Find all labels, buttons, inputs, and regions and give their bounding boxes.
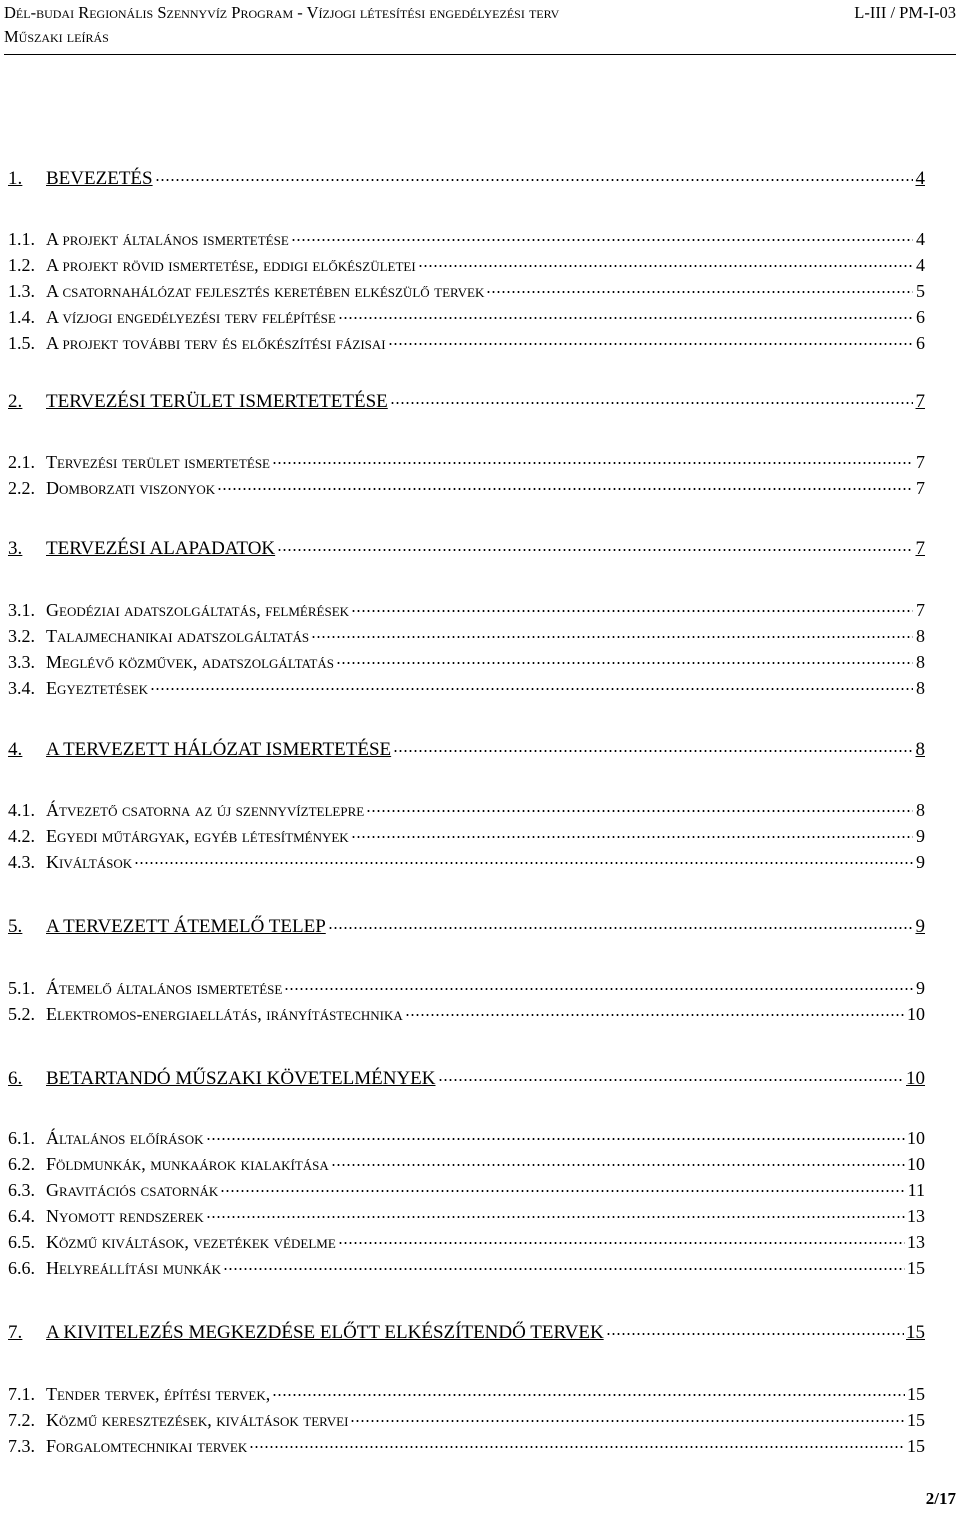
toc-leader-dots [388,327,913,349]
toc-entry[interactable] [8,446,925,473]
toc-leader-dots [350,1404,905,1426]
toc-entry-number: 4.3. [8,852,35,872]
toc-entry[interactable] [8,998,925,1025]
header-project-title: Dél-budai Regionális Szennyvíz Program - Vízjogi létesítési engedélyezési terv [4,3,560,22]
toc-entry-number: 1. [8,168,23,189]
toc-entry[interactable] [8,972,925,999]
toc-leader-dots [606,1316,904,1338]
header-document-code: L-III / PM-I-03 [854,3,956,22]
toc-leader-dots [336,646,913,668]
toc-entry[interactable] [8,1404,925,1431]
toc-leader-dots [217,472,913,494]
toc-entry-number: 7.1. [8,1384,35,1404]
toc-entry-number: 7.3. [8,1436,35,1456]
toc-entry-title: Forgalomtechnikai tervek [46,1436,248,1456]
toc-entry-number: 6.3. [8,1180,35,1200]
toc-entry-title: A projekt rövid ismertetése, eddigi előkészületei [46,255,416,275]
toc-leader-dots [486,275,913,297]
toc-entry-page: 10 [907,1154,925,1174]
toc-entry-number: 5. [8,916,23,937]
toc-leader-dots [155,162,913,184]
toc-entry-page: 9 [916,852,925,872]
page-number: 2/17 [925,1489,956,1508]
toc-entry-title: Talajmechanikai adatszolgáltatás [46,626,310,646]
toc-entry-title: Közmű keresztezések, kiváltások tervei [46,1410,349,1430]
toc-leader-dots [331,1148,905,1170]
toc-entry[interactable] [8,794,925,821]
toc-entry-page: 8 [916,652,925,672]
toc-entry-title: Átvezető csatorna az új szennyvíztelepre [46,800,365,820]
toc-entry-number: 6.5. [8,1232,35,1252]
toc-leader-dots [272,1378,905,1400]
toc-entry-page: 13 [907,1206,925,1226]
toc-entry-title: A projekt további terv és előkészítési fázisai [46,333,386,353]
toc-entry[interactable] [8,1378,925,1405]
toc-entry-number: 5.2. [8,1004,35,1024]
toc-entry-page: 10 [907,1004,925,1024]
toc-leader-dots [390,385,913,407]
toc-leader-dots [134,846,913,868]
toc-entry-number: 1.2. [8,255,35,275]
toc-entry[interactable] [8,327,925,354]
toc-entry-title: Közmű kiváltások, vezetékek védelme [46,1232,336,1252]
toc-entry-number: 3.4. [8,678,35,698]
toc-entry[interactable] [8,162,925,190]
toc-entry-title: A TERVEZETT ÁTEMELŐ TELEP [46,916,326,937]
toc-entry-page: 8 [916,678,925,698]
toc-entry[interactable] [8,275,925,302]
toc-leader-dots [291,223,913,245]
toc-entry-number: 6.6. [8,1258,35,1278]
toc-entry-number: 1.5. [8,333,35,353]
toc-leader-dots [328,910,913,932]
toc-entry-title: A csatornahálózat fejlesztés keretében elkészülő tervek [46,281,485,301]
toc-entry-page: 6 [916,333,925,353]
toc-entry-title: Tender tervek, építési tervek, [46,1384,271,1404]
toc-entry-number: 1.3. [8,281,35,301]
toc-entry-number: 1.1. [8,229,35,249]
toc-entry-page: 8 [916,800,925,820]
toc-entry-page: 7 [915,538,925,559]
toc-leader-dots [338,301,913,323]
toc-entry-title: Meglévő közművek, adatszolgáltatás [46,652,334,672]
toc-entry-title: A vízjogi engedélyezési terv felépítése [46,307,336,327]
toc-leader-dots [277,532,913,554]
toc-leader-dots [206,1200,905,1222]
toc-entry-number: 7. [8,1322,23,1343]
toc-entry-title: Helyreállítási munkák [46,1258,222,1278]
toc-entry[interactable] [8,646,925,673]
toc-entry[interactable] [8,910,925,938]
toc-entry-number: 6. [8,1068,23,1089]
toc-entry[interactable] [8,1252,925,1279]
toc-entry-page: 15 [907,1384,925,1404]
toc-entry-page: 4 [916,255,925,275]
toc-entry-title: Általános előírások [46,1128,204,1148]
toc-entry-number: 6.2. [8,1154,35,1174]
toc-entry-number: 4.1. [8,800,35,820]
toc-entry-page: 10 [907,1128,925,1148]
toc-entry[interactable] [8,1174,925,1201]
toc-entry[interactable] [8,1148,925,1175]
toc-entry-page: 9 [915,916,925,937]
toc-entry-number: 4.2. [8,826,35,846]
header-document-type: Műszaki leírás [4,27,109,46]
toc-entry-number: 6.4. [8,1206,35,1226]
toc-leader-dots [438,1062,905,1084]
toc-entry-title: Egyedi műtárgyak, egyéb létesítmények [46,826,349,846]
toc-entry-page: 10 [906,1068,925,1089]
toc-entry-title: Domborzati viszonyok [46,478,216,498]
toc-leader-dots [405,998,905,1020]
toc-entry-page: 15 [907,1436,925,1456]
toc-entry-page: 8 [915,739,925,760]
toc-entry-title: A KIVITELEZÉS MEGKEZDÉSE ELŐTT ELKÉSZÍTENDŐ TERVEK [46,1322,604,1343]
toc-entry[interactable] [8,249,925,276]
toc-leader-dots [338,1226,905,1248]
toc-entry[interactable] [8,1430,925,1457]
toc-entry-page: 8 [916,626,925,646]
toc-entry[interactable] [8,820,925,847]
toc-leader-dots [249,1430,905,1452]
toc-entry-number: 6.1. [8,1128,35,1148]
toc-entry[interactable] [8,1200,925,1227]
toc-entry[interactable] [8,472,925,499]
toc-entry[interactable] [8,846,925,873]
toc-leader-dots [351,594,913,616]
toc-entry-page: 4 [916,229,925,249]
toc-leader-dots [223,1252,905,1274]
toc-entry-title: BEVEZETÉS [46,168,153,189]
toc-leader-dots [284,972,913,994]
toc-entry-title: Kiváltások [46,852,133,872]
toc-entry[interactable] [8,733,925,761]
toc-entry-title: Átemelő általános ismertetése [46,978,283,998]
toc-entry-page: 9 [916,826,925,846]
toc-entry-number: 1.4. [8,307,35,327]
toc-entry[interactable] [8,1062,925,1090]
toc-entry-title: Geodéziai adatszolgáltatás, felmérések [46,600,350,620]
toc-entry-number: 2.2. [8,478,35,498]
toc-leader-dots [351,820,913,842]
toc-entry-number: 7.2. [8,1410,35,1430]
toc-entry-title: A TERVEZETT HÁLÓZAT ISMERTETÉSE [46,739,392,760]
toc-entry-title: Egyeztetések [46,678,148,698]
toc-leader-dots [272,446,913,468]
toc-entry-title: TERVEZÉSI ALAPADATOK [46,538,276,559]
toc-entry[interactable] [8,594,925,621]
toc-entry-number: 3.1. [8,600,35,620]
toc-leader-dots [366,794,913,816]
toc-entry-title: Földmunkák, munkaárok kialakítása [46,1154,329,1174]
toc-entry[interactable] [8,672,925,699]
toc-entry-number: 3.3. [8,652,35,672]
toc-entry-page: 7 [915,391,925,412]
toc-entry-page: 13 [907,1232,925,1252]
toc-entry-number: 3.2. [8,626,35,646]
toc-entry-page: 6 [916,307,925,327]
toc-entry-title: BETARTANDÓ MŰSZAKI KÖVETELMÉNYEK [46,1068,436,1089]
toc-entry-page: 15 [907,1258,925,1278]
toc-entry-page: 4 [915,168,925,189]
toc-entry-page: 7 [916,452,925,472]
toc-entry-page: 9 [916,978,925,998]
toc-entry-title: Tervezési terület ismertetése [46,452,270,472]
toc-entry-page: 15 [907,1410,925,1430]
toc-entry[interactable] [8,1316,925,1344]
toc-entry-page: 5 [916,281,925,301]
toc-entry[interactable] [8,385,925,413]
toc-entry[interactable] [8,1226,925,1253]
toc-leader-dots [220,1174,905,1196]
toc-entry-title: A projekt általános ismertetése [46,229,289,249]
toc-entry-page: 15 [906,1322,925,1343]
toc-leader-dots [393,733,913,755]
toc-entry-title: Nyomott rendszerek [46,1206,204,1226]
toc-entry[interactable] [8,1122,925,1149]
toc-entry[interactable] [8,532,925,560]
toc-entry-number: 4. [8,739,23,760]
toc-entry[interactable] [8,223,925,250]
toc-entry-title: TERVEZÉSI TERÜLET ISMERTETETÉSE [46,391,388,412]
toc-leader-dots [311,620,913,642]
toc-entry-title: Elektromos-energiaellátás, irányítástechnika [46,1004,403,1024]
toc-entry-page: 7 [916,600,925,620]
toc-entry-number: 2.1. [8,452,35,472]
toc-entry-page: 7 [916,478,925,498]
toc-leader-dots [418,249,913,271]
toc-entry-number: 5.1. [8,978,35,998]
toc-entry[interactable] [8,620,925,647]
toc-leader-dots [206,1122,905,1144]
toc-entry-title: Gravitációs csatornák [46,1180,219,1200]
toc-entry-number: 2. [8,391,23,412]
toc-leader-dots [150,672,913,694]
toc-entry[interactable] [8,301,925,328]
toc-entry-page: 11 [907,1180,925,1200]
toc-entry-number: 3. [8,538,23,559]
